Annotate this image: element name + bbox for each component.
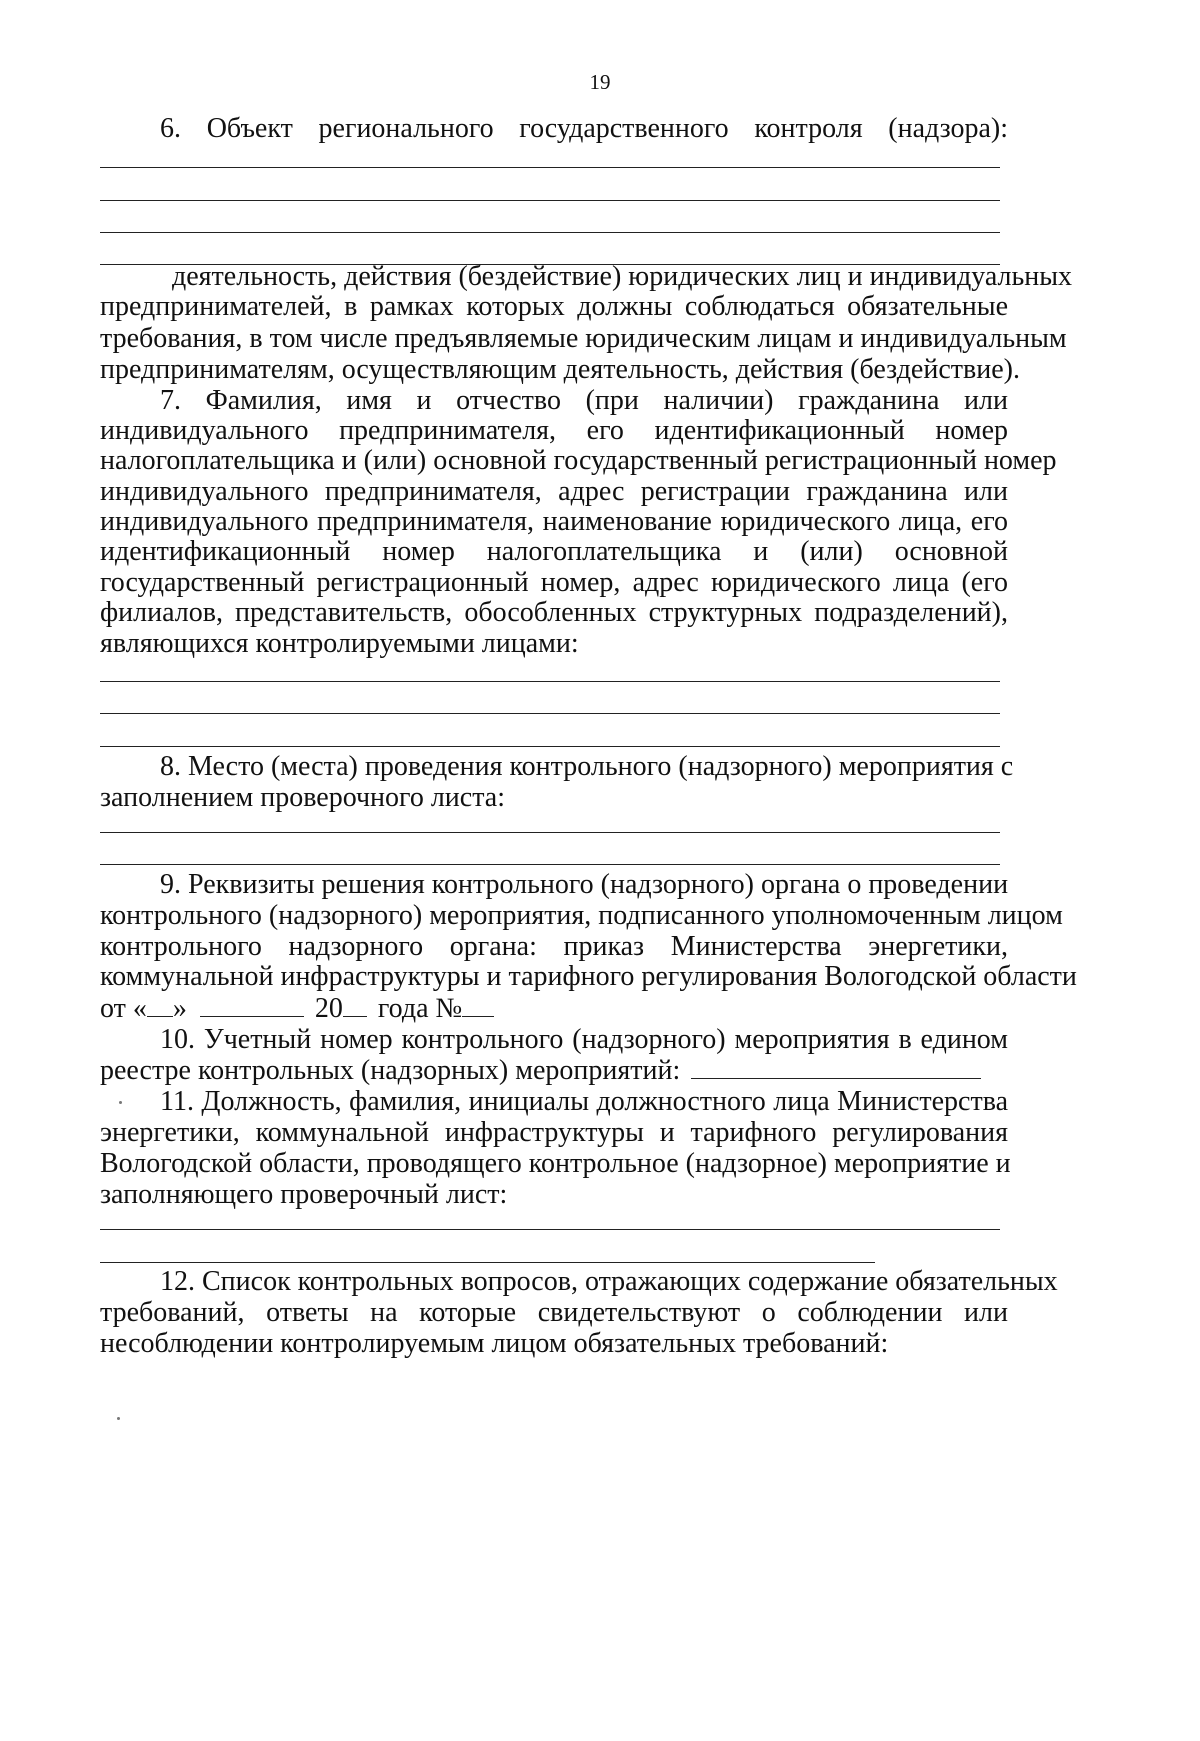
word: контроля [754, 113, 863, 144]
section-11-text-line: 11. Должность, фамилия, инициалы должностного лица Министерства [160, 1086, 1008, 1117]
registry-label: реестре контрольных (надзорных) мероприятий: [100, 1055, 681, 1086]
word: регионального [318, 113, 494, 144]
section-9-text-line: контрольного надзорного органа: приказ Министерства энергетики, [100, 931, 1008, 962]
year-prefix: 20 [314, 993, 343, 1024]
word: Объект [206, 113, 293, 144]
stray-dot [119, 1101, 122, 1104]
section-8-text-line: 8. Место (места) проведения контрольного (надзорного) мероприятия с [160, 751, 1014, 782]
section-7-text-line: индивидуального предпринимателя, наименование юридического лица, его [100, 506, 1008, 537]
section-11-text-line: энергетики, коммунальной инфраструктуры и тарифного регулирования [100, 1117, 1008, 1148]
fill-line [100, 713, 1000, 714]
fill-line [100, 1229, 1000, 1230]
fill-line [100, 746, 1000, 747]
section-10-text-line: 10. Учетный номер контрольного (надзорного) мероприятия в едином [160, 1024, 1008, 1055]
section-10-text-line [100, 1054, 981, 1087]
section-9-text-line: 9. Реквизиты решения контрольного (надзорного) органа о проведении [160, 869, 1009, 900]
word: 6. [160, 113, 181, 144]
section-7-text-line: филиалов, представительств, обособленных структурных подразделений), [100, 597, 1008, 628]
section-9-text-line: коммунальной инфраструктуры и тарифного регулирования Вологодской области [100, 961, 1077, 992]
section-8-text-line: заполнением проверочного листа: [100, 782, 506, 813]
section-12-text-line: требований, ответы на которые свидетельствуют о соблюдении или [100, 1297, 1008, 1328]
fill-line [100, 1262, 875, 1263]
page-number: 19 [589, 70, 611, 94]
order-number-label: года № [377, 993, 463, 1024]
section-9-text-line: контрольного (надзорного) мероприятия, подписанного уполномоченным лицом [100, 900, 1063, 931]
fill-line [100, 681, 1000, 682]
fill-line [100, 832, 1000, 833]
word: государственного [519, 113, 729, 144]
day-blank [147, 994, 173, 1017]
section-6-text-line: предпринимателей, в рамках которых должны соблюдаться обязательные [100, 291, 1008, 322]
section-7-text-line: индивидуального предпринимателя, адрес регистрации гражданина или [100, 476, 1008, 507]
section-7-text-line: государственный регистрационный номер, адрес юридического лица (его [100, 567, 1008, 598]
section-7-text-line: являющихся контролируемыми лицами: [100, 628, 579, 659]
word: (надзора): [888, 113, 1009, 144]
fill-line [100, 232, 1000, 233]
section-7-text-line: индивидуального предпринимателя, его идентификационный номер [100, 415, 1008, 446]
year-blank [343, 994, 367, 1017]
section-7-text-line: налогоплательщика и (или) основной государственный регистрационный номер [100, 445, 1057, 476]
date-quote-close: » [172, 993, 187, 1024]
order-date-line [100, 992, 494, 1025]
section-12-text-line: несоблюдении контролируемым лицом обязательных требований: [100, 1328, 889, 1359]
section-11-text-line: Вологодской области, проводящего контрольное (надзорное) мероприятие и [100, 1148, 1011, 1179]
fill-line [100, 200, 1000, 201]
registry-number-blank [691, 1056, 981, 1079]
section-6-heading [160, 112, 1008, 145]
section-12-text-line: 12. Список контрольных вопросов, отражающих содержание обязательных [160, 1266, 1058, 1297]
section-11-text-line: заполняющего проверочный лист: [100, 1179, 508, 1210]
stray-dot [117, 1417, 120, 1420]
date-prefix: от « [100, 993, 147, 1024]
section-7-text-line: идентификационный номер налогоплательщика и (или) основной [100, 536, 1008, 567]
month-blank [200, 994, 304, 1017]
section-7-text-line: 7. Фамилия, имя и отчество (при наличии) гражданина или [160, 385, 1008, 416]
fill-line [100, 167, 1000, 168]
fill-line [100, 864, 1000, 865]
order-number-blank [462, 994, 494, 1017]
section-6-text-line: предпринимателям, осуществляющим деятельность, действия (бездействие). [100, 354, 1020, 385]
section-6-text-line: требования, в том числе предъявляемые юридическим лицам и индивидуальным [100, 323, 1067, 354]
section-6-text-line: деятельность, действия (бездействие) юридических лиц и индивидуальных [172, 261, 1073, 292]
